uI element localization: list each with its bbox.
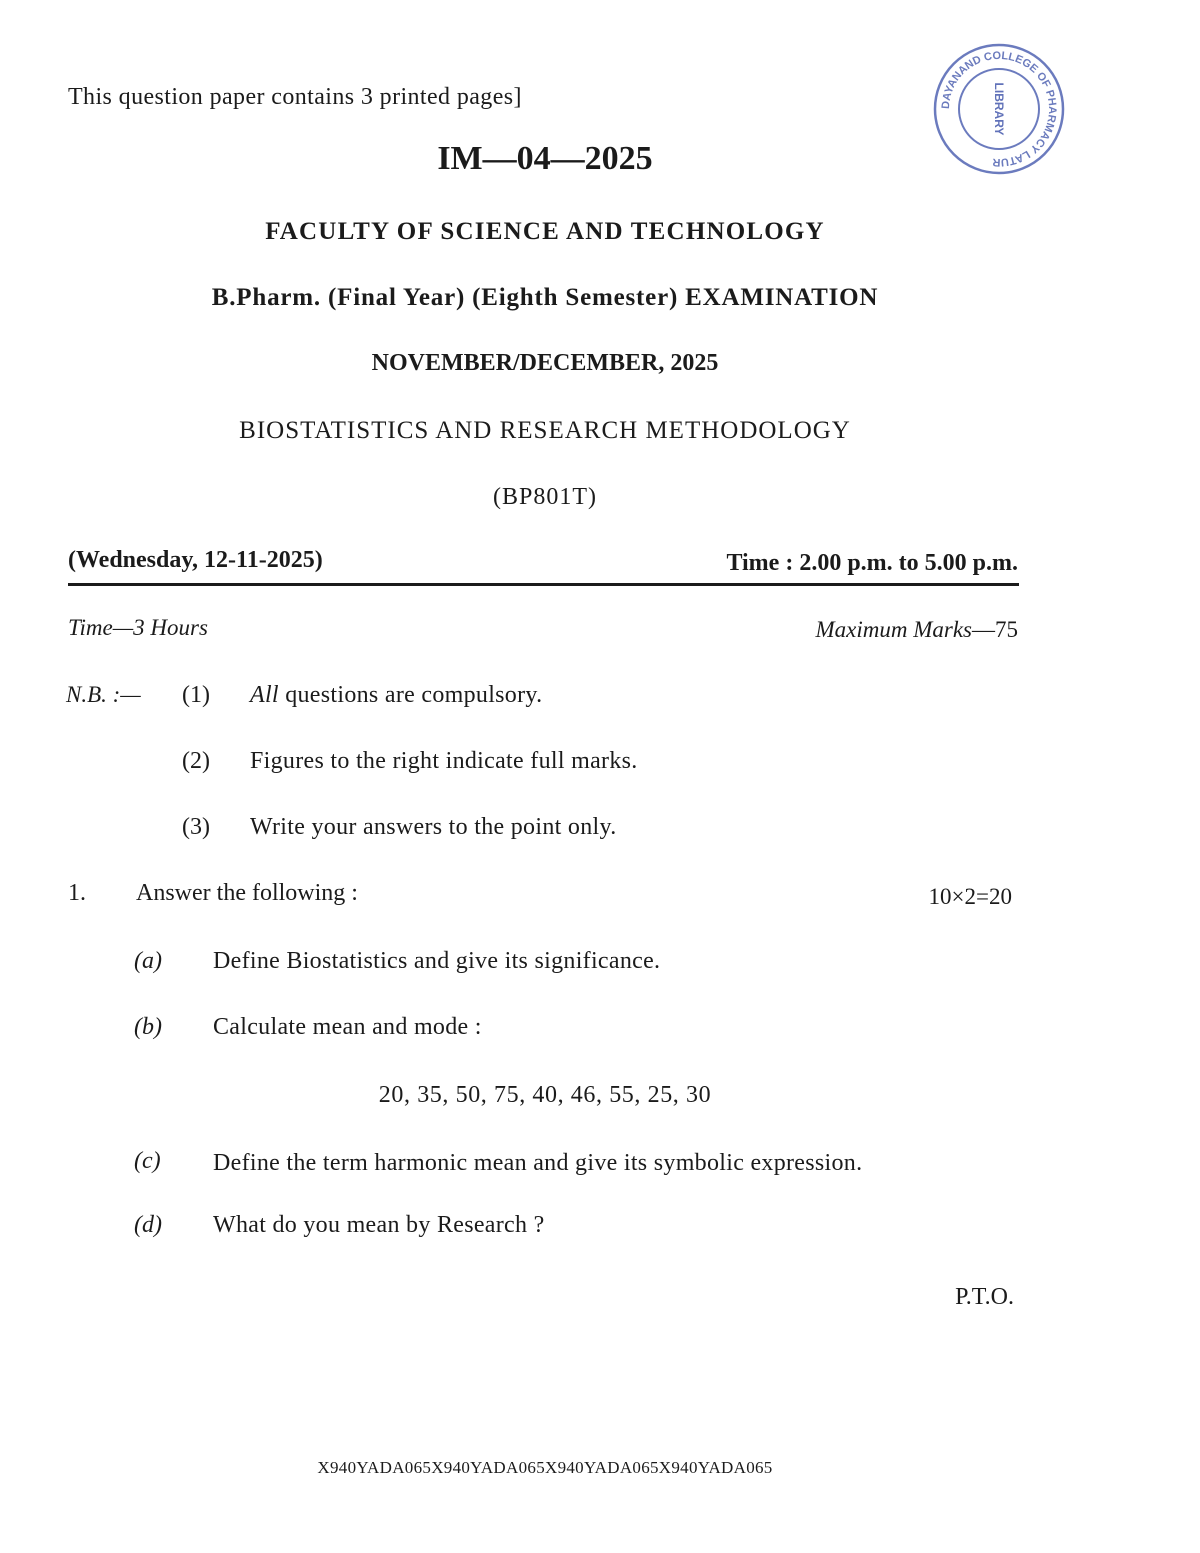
- subject-title: BIOSTATISTICS AND RESEARCH METHODOLOGY: [239, 417, 851, 444]
- maximum-marks-value: —75: [972, 617, 1018, 642]
- subquestion-text: Calculate mean and mode :: [213, 1014, 482, 1040]
- notes-label: N.B. :—: [66, 682, 141, 707]
- please-turn-over: P.T.O.: [955, 1284, 1014, 1310]
- note-text: Figures to the right indicate full marks.: [250, 748, 638, 774]
- maximum-marks: [816, 617, 1019, 643]
- subquestion-label: (c): [134, 1148, 161, 1174]
- note-number: (2): [182, 748, 210, 774]
- note-text-body: questions are compulsory.: [278, 682, 543, 708]
- page-count-note: This question paper contains 3 printed pages]: [68, 84, 522, 110]
- data-values: 20, 35, 50, 75, 40, 46, 55, 25, 30: [378, 1082, 712, 1108]
- note-text: [250, 682, 542, 709]
- question-marks: 10×2=20: [928, 884, 1012, 909]
- subquestion-label: (a): [134, 948, 162, 974]
- maximum-marks-label: Maximum Marks: [815, 617, 972, 642]
- note-number: (1): [182, 682, 210, 708]
- faculty-title: FACULTY OF SCIENCE AND TECHNOLOGY: [265, 218, 825, 245]
- paper-code: IM—04—2025: [437, 140, 653, 177]
- question-number: 1.: [68, 880, 86, 906]
- subquestion-text: Define the term harmonic mean and give its symbolic expression.: [213, 1150, 863, 1176]
- exam-session: NOVEMBER/DECEMBER, 2025: [371, 350, 719, 376]
- stamp-center-text: LIBRARY: [992, 82, 1006, 136]
- note-number: (3): [182, 814, 210, 840]
- subquestion-label: (b): [134, 1014, 162, 1040]
- exam-date: (Wednesday, 12-11-2025): [68, 547, 323, 573]
- stamp-ring-text: DAYANAND COLLEGE OF PHARMACY LATUR: [939, 49, 1059, 169]
- footer-code: X940YADA065X940YADA065X940YADA065X940YADA065: [317, 1458, 773, 1477]
- subquestion-label: (d): [134, 1212, 162, 1238]
- note-emphasis: All: [250, 682, 279, 708]
- exam-duration: Time—3 Hours: [68, 615, 208, 640]
- subquestion-text: Define Biostatistics and give its significance.: [213, 948, 661, 974]
- examination-title: B.Pharm. (Final Year) (Eighth Semester) EXAMINATION: [211, 284, 879, 311]
- subquestion-text: What do you mean by Research ?: [213, 1212, 545, 1238]
- question-text: Answer the following :: [136, 880, 358, 906]
- note-text: Write your answers to the point only.: [250, 814, 617, 840]
- header-divider: [68, 583, 1019, 586]
- course-code: (BP801T): [493, 484, 597, 510]
- exam-time: Time : 2.00 p.m. to 5.00 p.m.: [726, 550, 1018, 576]
